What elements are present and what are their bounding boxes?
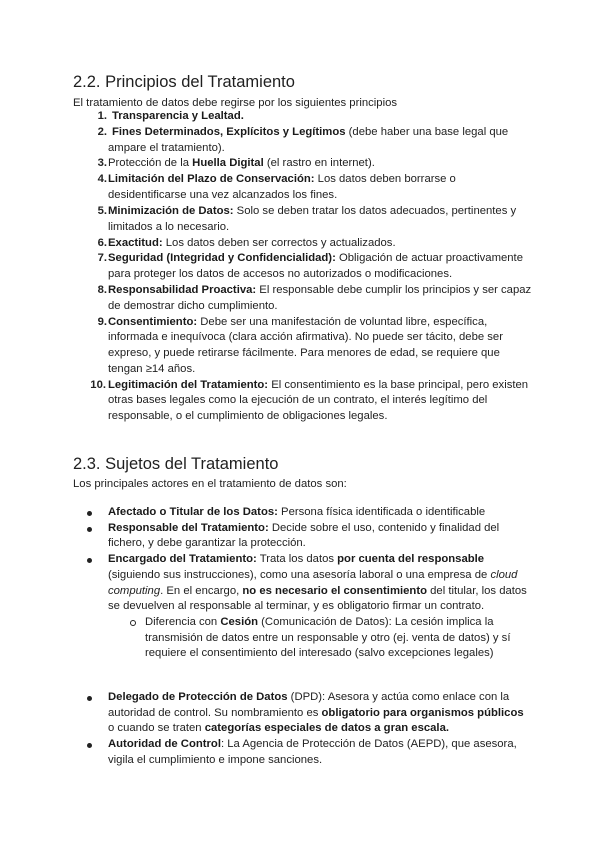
list-item: 3. Protección de la Huella Digital (el rastro en internet). <box>97 157 375 170</box>
bullet-icon <box>87 511 92 516</box>
list-item: 8. Responsabilidad Proactiva: El responsable debe cumplir los principios y ser capaz de demostrar dicho cumplimiento. <box>97 284 532 312</box>
list-item-responsable: Responsable del Tratamiento: Decide sobre el uso, contenido y finalidad del fichero, y debe garantizar la protección. <box>73 521 533 552</box>
list-item-autoridad: Autoridad de Control: La Agencia de Protección de Datos (AEPD), que asesora, vigila el cumplimiento e impone sanciones. <box>73 737 533 768</box>
list-item-afectado: Afectado o Titular de los Datos: Persona física identificada o identificable <box>73 505 533 521</box>
list-item-encargado: Encargado del Tratamiento: Trata los datos por cuenta del responsable (siguiendo sus instrucciones), como una asesoría laboral o una empresa de cloud computing. En el encargo, no es necesario el consentimiento del titular, los datos se devuelven al responsable al terminar, y es obligatorio firmar un contrato. Diferencia con Cesión (Comunicación de Datos): La cesión implica la transmisión de datos entre un responsable y otro (ej. venta de datos) y sí requiere el consentimiento del interesado (salvo excepciones legales) <box>73 552 533 662</box>
list-item: 2. Fines Determinados, Explícitos y Legítimos (debe haber una base legal que ampare el tratamiento). <box>97 125 509 154</box>
principios-intro: El tratamiento de datos debe regirse por los siguientes principios <box>73 97 398 109</box>
list-item: 4. Limitación del Plazo de Conservación: Los datos deben borrarse o desidentificarse una vez alcanzados los fines. <box>97 173 456 202</box>
sujetos-list-continued <box>73 690 533 769</box>
list-item: 10. Legitimación del Tratamiento: El consentimiento es la base principal, pero existen otras bases legales como la ejecución de un contrato, el interés legítimo del responsable, o el cumplimiento de obligaciones legales. <box>90 378 529 423</box>
principios-list <box>73 109 533 425</box>
list-item-delegado: Delegado de Protección de Datos (DPD): Asesora y actúa como enlace con la autoridad de control. Su nombramiento es obligatorio para organismos públicos o cuando se traten categorías especiales de datos a gran escala. <box>73 690 533 737</box>
section-heading-principios: 2.2. Principios del Tratamiento <box>73 73 295 91</box>
sub-list-item-cesion: Diferencia con Cesión (Comunicación de Datos): La cesión implica la transmisión de datos entre un responsable y otro (ej. venta de datos) y sí requiere el consentimiento del interesado (salvo excepciones legales) <box>108 615 533 662</box>
hollow-bullet-icon <box>130 620 136 626</box>
sub-list <box>108 615 533 662</box>
bullet-icon <box>87 558 92 563</box>
list-item: 6. Exactitud: Los datos deben ser correctos y actualizados. <box>97 236 396 249</box>
bullet-icon <box>87 743 92 748</box>
list-item: 1. Transparencia y Lealtad. <box>97 110 244 122</box>
bullet-icon <box>87 696 92 701</box>
sujetos-intro: Los principales actores en el tratamiento de datos son: <box>73 478 347 490</box>
sujetos-list <box>73 505 533 662</box>
list-item: 5. Minimización de Datos: Solo se deben tratar los datos adecuados, pertinentes y limitados a lo necesario. <box>97 204 517 233</box>
list-item: 7. Seguridad (Integridad y Confidencialidad): Obligación de actuar proactivamente para proteger los datos de accesos no autorizados o modificaciones. <box>97 252 523 281</box>
section-heading-sujetos: 2.3. Sujetos del Tratamiento <box>73 455 279 473</box>
list-item: 9. Consentimiento: Debe ser una manifestación de voluntad libre, específica, informada e inequívoca (clara acción afirmativa). No puede ser tácito, debe ser expreso, y puede retirarse fácilmente. Para menores de edad, se requiere que tengan ≥14 años. <box>97 315 503 375</box>
bullet-icon <box>87 527 92 532</box>
